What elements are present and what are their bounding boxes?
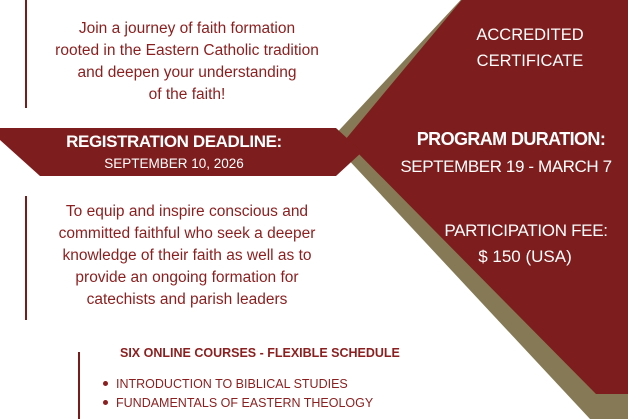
intro-divider xyxy=(25,0,27,108)
bullet-icon xyxy=(103,381,108,386)
courses-divider xyxy=(78,352,80,419)
course-item xyxy=(103,377,348,391)
intro-line: Join a journey of faith formation xyxy=(78,20,296,37)
course-item xyxy=(103,396,373,410)
bullet-icon xyxy=(103,400,108,405)
mission-divider xyxy=(25,196,27,320)
certificate-label xyxy=(450,22,610,74)
registration-title: REGISTRATION DEADLINE: xyxy=(66,132,282,151)
certificate-line: ACCREDITED xyxy=(476,26,584,44)
mission-line: knowledge of their faith as well as to xyxy=(62,247,312,264)
course-title: FUNDAMENTALS OF EASTERN THEOLOGY xyxy=(116,396,374,410)
mission-line: To equip and inspire conscious and xyxy=(65,203,309,220)
registration-date: SEPTEMBER 10, 2026 xyxy=(104,156,244,171)
course-title: INTRODUCTION TO BIBLICAL STUDIES xyxy=(116,377,348,391)
program-duration-dates: SEPTEMBER 19 - MARCH 7 xyxy=(400,157,612,176)
mission-text xyxy=(28,201,346,311)
intro-line: and deepen your understanding xyxy=(77,64,297,81)
certificate-line: CERTIFICATE xyxy=(476,52,584,70)
courses-heading: SIX ONLINE COURSES - FLEXIBLE SCHEDULE xyxy=(120,346,400,360)
intro-line: rooted in the Eastern Catholic tradition xyxy=(55,42,319,59)
participation-fee-label: PARTICIPATION FEE: xyxy=(444,221,608,240)
mission-line: provide an ongoing formation for xyxy=(75,269,299,286)
participation-fee-value: $ 150 (USA) xyxy=(478,247,572,266)
intro-line: of the faith! xyxy=(148,86,226,103)
program-duration-title: PROGRAM DURATION: xyxy=(416,129,606,149)
mission-line: committed faithful who seek a deeper xyxy=(58,225,316,242)
intro-text xyxy=(28,18,346,106)
mission-line: catechists and parish leaders xyxy=(86,291,288,308)
